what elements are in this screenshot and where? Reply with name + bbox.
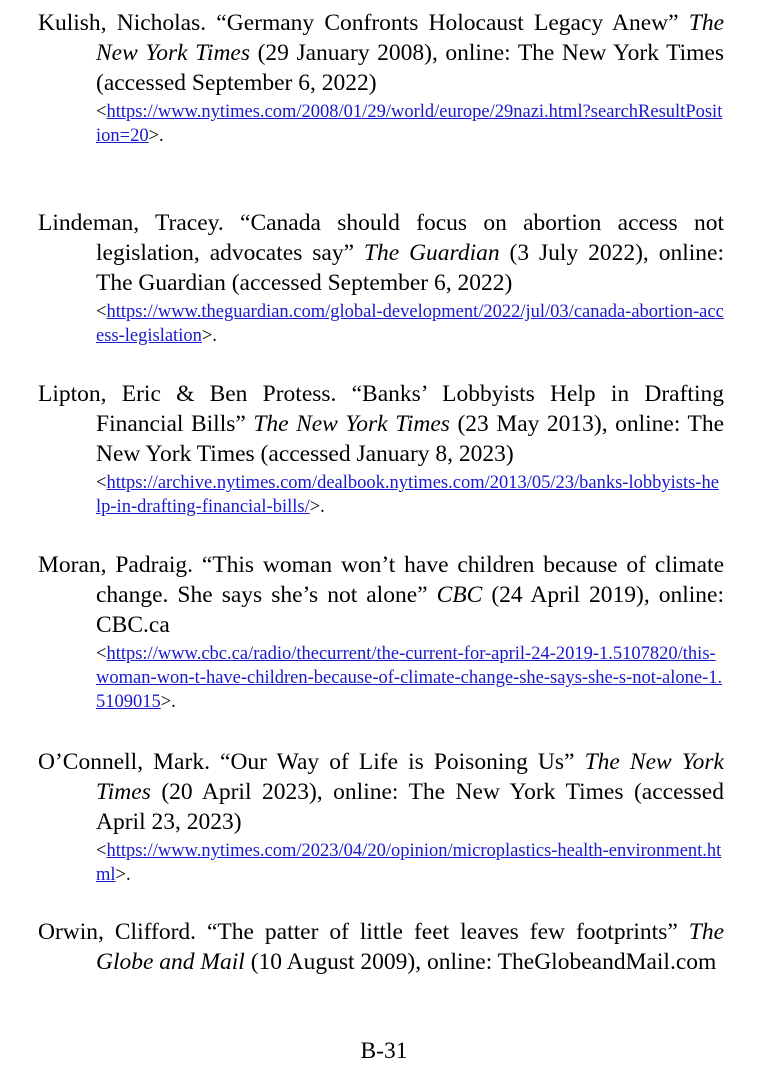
publication-title: CBC — [436, 582, 483, 608]
bibliography-entry-oconnell — [38, 747, 724, 887]
reference-link[interactable]: https://www.nytimes.com/2008/01/29/world/europe/29nazi.html?searchResultPosition=20 — [96, 102, 723, 146]
entry-citation: Lindeman, Tracey. “Canada should focus on abortion access not legislation, advocates say” — [38, 210, 724, 266]
reference-link[interactable]: https://www.nytimes.com/2023/04/20/opinion/microplastics-health-environment.html — [96, 841, 722, 885]
reference-link[interactable]: https://www.cbc.ca/radio/thecurrent/the-current-for-april-24-2019-1.5107820/this-woman-won-t-have-children-because-of-climate-change-she-says-she-s-not-alone-1.5109015 — [96, 644, 723, 712]
entry-citation: Kulish, Nicholas. “Germany Confronts Holocaust Legacy Anew” — [38, 10, 689, 36]
publication-title: The New York Times — [96, 10, 724, 66]
entry-citation: Orwin, Clifford. “The patter of little feet leaves few footprints” — [38, 919, 689, 945]
reference-link[interactable]: https://www.theguardian.com/global-development/2022/jul/03/canada-abortion-access-legislation — [96, 302, 724, 346]
publication-title: The Globe and Mail — [96, 919, 724, 975]
bibliography-entry-orwin — [38, 917, 724, 977]
entry-citation: O’Connell, Mark. “Our Way of Life is Poisoning Us” — [38, 749, 585, 775]
entry-citation: Lipton, Eric & Ben Protess. “Banks’ Lobbyists Help in Drafting Financial Bills” — [38, 381, 724, 437]
url-line: <https://www.nytimes.com/2023/04/20/opinion/microplastics-health-environment.html>. — [96, 841, 722, 885]
publication-title: The Guardian — [363, 240, 500, 266]
entry-citation: Moran, Padraig. “This woman won’t have children because of climate change. She says she’s not alone” — [38, 552, 724, 608]
entry-details: (29 January 2008), online: The New York Times (accessed September 6, 2022) — [96, 40, 724, 96]
entry-details: (24 April 2019), online: CBC.ca — [96, 582, 724, 638]
url-line: <https://www.theguardian.com/global-development/2022/jul/03/canada-abortion-access-legislation>. — [96, 302, 724, 346]
bibliography-entry-lipton — [38, 379, 724, 519]
publication-title: The New York Times — [253, 411, 450, 437]
publication-title: The New York Times — [96, 749, 724, 805]
entry-details: (3 July 2022), online: The Guardian (accessed September 6, 2022) — [96, 240, 724, 296]
url-line: <https://www.cbc.ca/radio/thecurrent/the-current-for-april-24-2019-1.5107820/this-woman-won-t-have-children-because-of-climate-change-she-says-she-s-not-alone-1.5109015>. — [96, 644, 723, 712]
entry-details: (10 August 2009), online: TheGlobeandMail.com — [244, 949, 717, 975]
url-line: <https://archive.nytimes.com/dealbook.nytimes.com/2013/05/23/banks-lobbyists-help-in-drafting-financial-bills/>. — [96, 473, 719, 517]
url-line: <https://www.nytimes.com/2008/01/29/world/europe/29nazi.html?searchResultPosition=20>. — [96, 102, 723, 146]
entry-details: (23 May 2013), online: The New York Times (accessed January 8, 2023) — [96, 411, 724, 467]
page-number: B-31 — [360, 1038, 408, 1064]
bibliography-entry-lindeman — [38, 208, 724, 348]
reference-link[interactable]: https://archive.nytimes.com/dealbook.nytimes.com/2013/05/23/banks-lobbyists-help-in-drafting-financial-bills/ — [96, 473, 719, 517]
bibliography-entry-moran — [38, 550, 724, 714]
bibliography-entry-kulish — [38, 8, 724, 148]
entry-details: (20 April 2023), online: The New York Times (accessed April 23, 2023) — [96, 779, 724, 835]
